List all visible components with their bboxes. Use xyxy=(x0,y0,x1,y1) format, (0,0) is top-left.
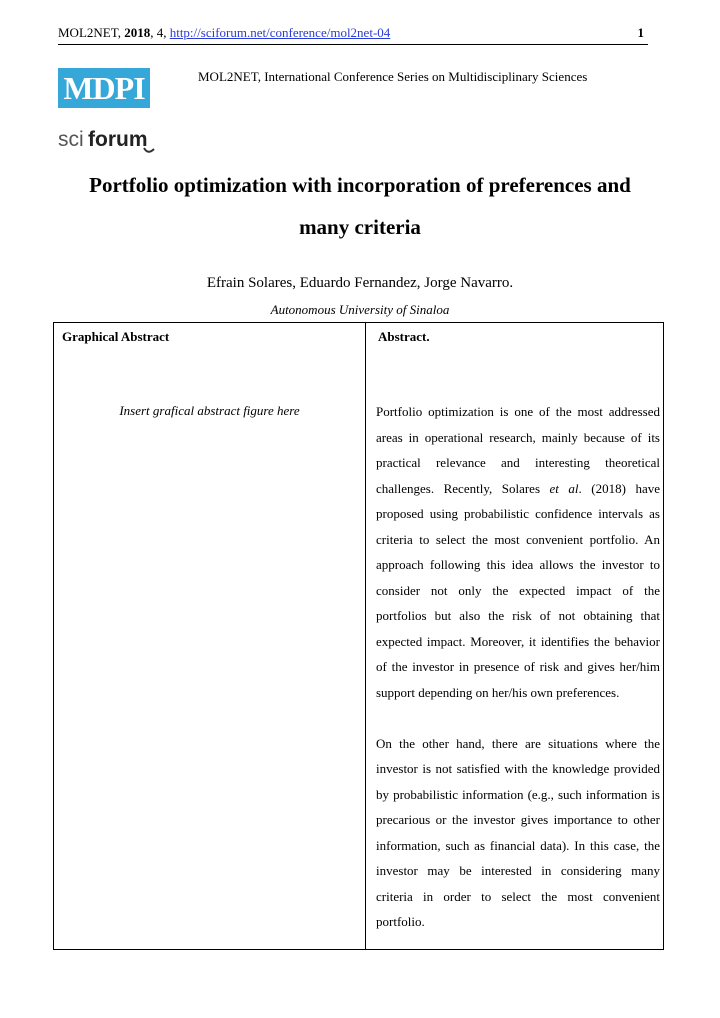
abstract-paragraph-2: On the other hand, there are situations where the investor is not satisfied with the knowledge provided by probabilistic information (e.g., such information is precarious or the investor gives importance to other information, such as financial data). In this case, the investor may be interested in considering many criteria in order to select the most convenient portfolio. xyxy=(376,735,660,929)
graphical-abstract-placeholder: Insert grafical abstract figure here xyxy=(119,403,300,418)
conference-series: MOL2NET, International Conference Series on Multidisciplinary Sciences xyxy=(198,69,588,84)
sciforum-logo xyxy=(58,126,158,156)
affiliation: Autonomous University of Sinaloa xyxy=(270,302,450,317)
abstract-paragraph-1: Portfolio optimization is one of the most addressed areas in operational research, mainly because of its practical relevance and interesting theoretical challenges. Recently, Solares et al. (2018) have proposed using probabilistic confidence intervals as criteria to select the most convenient portfolio. An approach following this idea allows the investor to consider not only the expected impact of the portfolios but also the risk of not obtaining that expected impact. Moreover, it identifies the behavior of the investor in presence of risk and gives her/him support depending on her/his own preferences. xyxy=(376,404,661,700)
running-header xyxy=(58,24,648,45)
svg-text:sci: sci xyxy=(58,128,84,151)
graphical-abstract-heading: Graphical Abstract xyxy=(62,329,170,344)
title-line-1: Portfolio optimization with incorporation of preferences and xyxy=(89,173,631,197)
conference-link[interactable]: http://sciforum.net/conference/mol2net-04 xyxy=(169,25,391,40)
paper-title xyxy=(60,164,660,248)
header-citation: MOL2NET, 2018, 4, http://sciforum.net/conference/mol2net-04 xyxy=(58,25,391,40)
svg-text:forum: forum xyxy=(88,128,148,151)
mdpi-logo: MDPI xyxy=(58,68,150,108)
abstract-heading: Abstract. xyxy=(378,329,430,344)
abstract-table xyxy=(53,322,664,950)
abstract-body xyxy=(376,399,660,935)
title-line-2: many criteria xyxy=(299,215,421,239)
authors: Efrain Solares, Eduardo Fernandez, Jorge Navarro. xyxy=(206,275,514,291)
page-number: 1 xyxy=(637,25,644,40)
column-divider xyxy=(365,323,366,949)
